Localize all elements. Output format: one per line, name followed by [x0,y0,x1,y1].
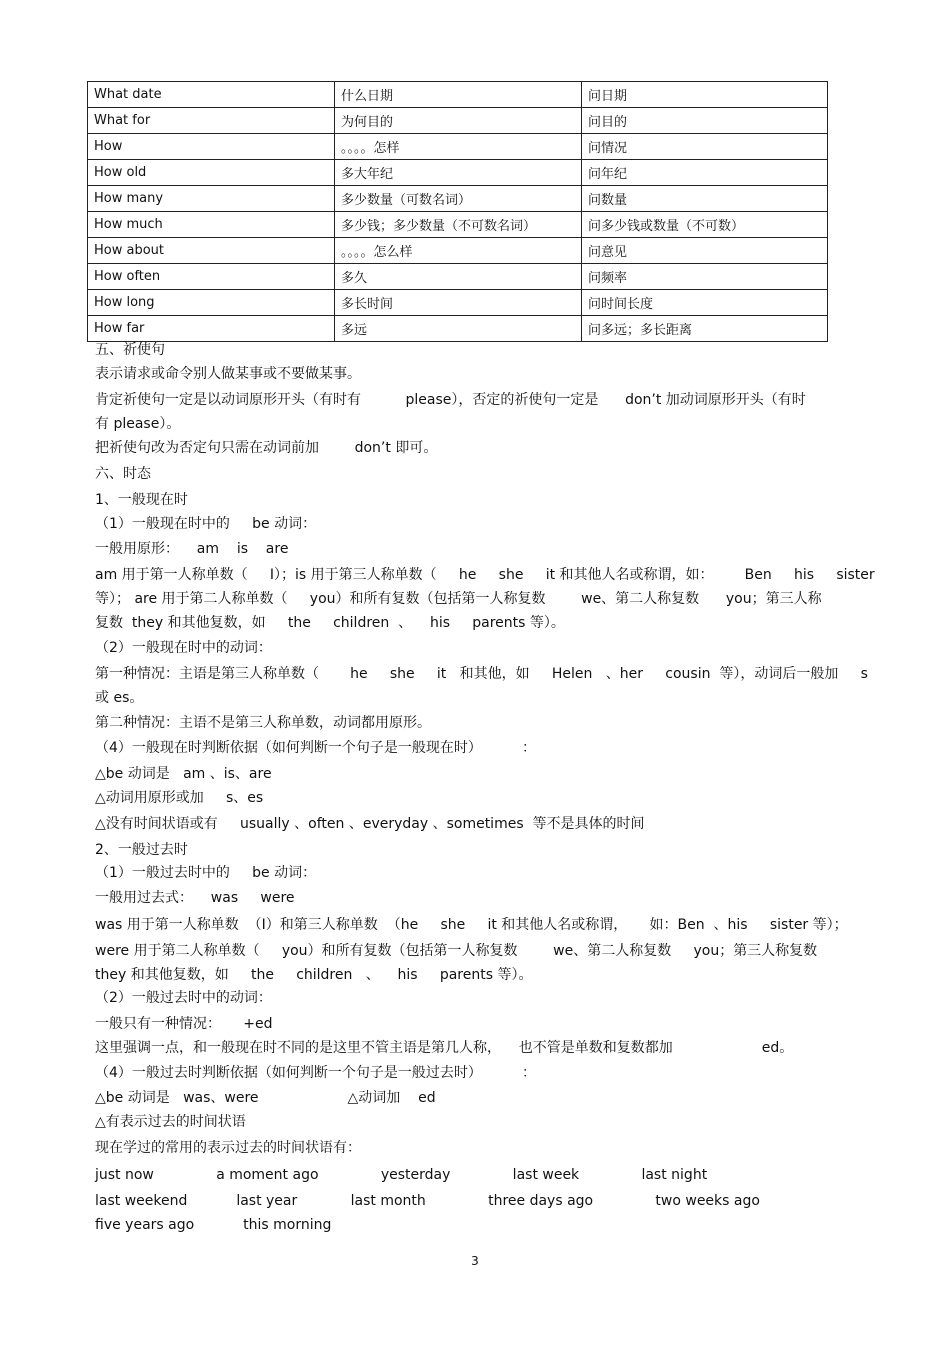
text-line: 等）； are 用于第二人称单数（ you）和所有复数（包括第一人称复数 we、第二人称复数 you；第三人称 [95,591,822,607]
question-word-table [87,81,828,342]
text-line: 有 please）。 [95,416,181,432]
table-row [88,290,828,316]
text-line: am 用于第一人称单数（ I）；is 用于第三人称单数（ he she it 和其他人名或称谓，如： Ben his sister [95,567,875,583]
usage-cell: 问多远；多长距离 [582,316,828,342]
meaning-cell: 。。。。怎么样 [335,238,582,264]
question-word-cell: How [88,134,335,160]
usage-cell: 问频率 [582,264,828,290]
meaning-cell: 为何目的 [335,108,582,134]
page-number: 3 [471,1254,479,1268]
text-line: △动词用原形或加 s、es [95,790,264,806]
text-line: 把祈使句改为否定句只需在动词前加 don’t 即可。 [95,440,438,456]
usage-cell: 问年纪 [582,160,828,186]
question-word-cell: How much [88,212,335,238]
question-word-cell: How long [88,290,335,316]
table-row [88,212,828,238]
table-row [88,238,828,264]
usage-cell: 问情况 [582,134,828,160]
meaning-cell: 什么日期 [335,82,582,108]
text-line: 1、一般现在时 [95,492,188,508]
text-line: △be 动词是 was、were △动词加 ed [95,1090,436,1106]
usage-cell: 问目的 [582,108,828,134]
question-word-cell: How old [88,160,335,186]
table-row [88,108,828,134]
meaning-cell: 多长时间 [335,290,582,316]
table-row [88,264,828,290]
usage-cell: 问日期 [582,82,828,108]
text-line: 第二种情况：主语不是第三人称单数，动词都用原形。 [95,715,431,731]
text-line: △没有时间状语或有 usually 、often 、everyday 、sometimes 等不是具体的时间 [95,816,645,832]
question-word-cell: How often [88,264,335,290]
table-row [88,134,828,160]
text-line: they 和其他复数，如 the children 、 his parents 等）。 [95,967,533,983]
meaning-cell: 。。。。怎样 [335,134,582,160]
usage-cell: 问时间长度 [582,290,828,316]
text-line: △有表示过去的时间状语 [95,1114,246,1130]
text-line: last weekend last year last month three days ago two weeks ago [95,1193,760,1209]
text-line: （4）一般现在时判断依据（如何判断一个句子是一般现在时） ： [95,740,536,756]
text-line: 肯定祈使句一定是以动词原形开头（有时有 please），否定的祈使句一定是 don’t 加动词原形开头（有时 [95,392,806,408]
usage-cell: 问意见 [582,238,828,264]
text-line: 六、时态 [95,466,151,482]
text-line: 或 es。 [95,690,144,706]
text-line: （1）一般现在时中的 be 动词： [95,516,317,532]
text-line: △be 动词是 am 、is、are [95,766,272,782]
meaning-cell: 多少数量（可数名词） [335,186,582,212]
table-row [88,82,828,108]
usage-cell: 问数量 [582,186,828,212]
table-row [88,316,828,342]
question-word-cell: What date [88,82,335,108]
text-line: just now a moment ago yesterday last week last night [95,1167,708,1183]
question-word-cell: How many [88,186,335,212]
text-line: was 用于第一人称单数 （I）和第三人称单数 （he she it 和其他人名或称谓， 如：Ben 、his sister 等）； [95,917,848,933]
text-line: 2、一般过去时 [95,842,188,858]
text-line: （2）一般现在时中的动词： [95,640,272,656]
text-line: （4）一般过去时判断依据（如何判断一个句子是一般过去时） ： [95,1065,536,1081]
question-word-cell: How far [88,316,335,342]
meaning-cell: 多久 [335,264,582,290]
usage-cell: 问多少钱或数量（不可数） [582,212,828,238]
text-line: 一般用过去式： was were [95,890,295,906]
text-line: five years ago this morning [95,1217,332,1233]
text-line: （2）一般过去时中的动词： [95,990,272,1006]
text-line: were 用于第二人称单数（ you）和所有复数（包括第一人称复数 we、第二人称复数 you；第三人称复数 [95,943,818,959]
text-line: 复数 they 和其他复数，如 the children 、 his parents 等）。 [95,615,565,631]
text-line: 一般用原形： am is are [95,541,289,557]
text-line: 一般只有一种情况： +ed [95,1016,273,1032]
question-word-cell: How about [88,238,335,264]
meaning-cell: 多少钱；多少数量（不可数名词） [335,212,582,238]
text-line: （1）一般过去时中的 be 动词： [95,865,317,881]
text-line: 第一种情况：主语是第三人称单数（ he she it 和其他，如 Helen 、her cousin 等），动词后一般加 s [95,666,868,682]
meaning-cell: 多远 [335,316,582,342]
text-line: 五、祈使句 [95,342,165,358]
table-row [88,186,828,212]
table-body [88,82,828,342]
meaning-cell: 多大年纪 [335,160,582,186]
text-line: 表示请求或命令别人做某事或不要做某事。 [95,366,361,382]
text-line: 现在学过的常用的表示过去的时间状语有： [95,1140,361,1156]
text-line: 这里强调一点，和一般现在时不同的是这里不管主语是第几人称， 也不管是单数和复数都加 ed。 [95,1040,794,1056]
table-row [88,160,828,186]
question-word-cell: What for [88,108,335,134]
